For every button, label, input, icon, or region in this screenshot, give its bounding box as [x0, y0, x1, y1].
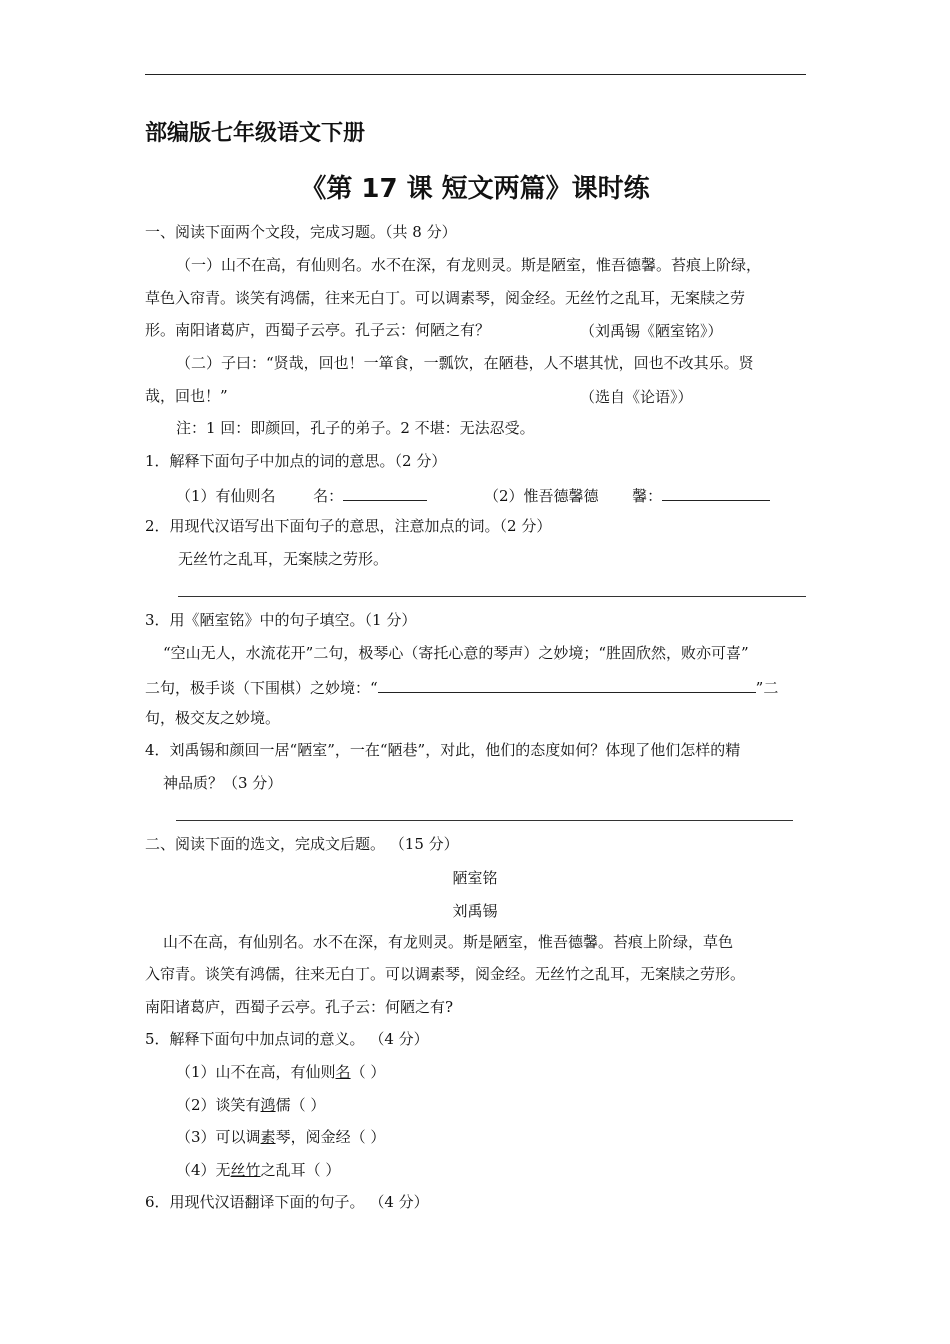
question-4-line1: 4．刘禹锡和颜回一居“陋室”，一在“陋巷”，对此，他们的态度如何？体现了他们怎样的精	[145, 741, 741, 759]
question-2-sentence: 无丝竹之乱耳，无案牍之劳形。	[178, 550, 389, 568]
section2-text-line3: 南阳诸葛庐，西蜀子云亭。孔子云：何陋之有?	[145, 998, 454, 1016]
question-2: 2．用现代汉语写出下面句子的意思，注意加点的词。（2 分）	[145, 517, 552, 535]
section2-text-line2: 入帘青。谈笑有鸿儒，往来无白丁。可以调素琴，阅金经。无丝竹之乱耳，无案牍之劳形。	[145, 965, 746, 983]
footnote: 注：1 回：即颜回，孔子的弟子。2 不堪：无法忍受。	[176, 419, 535, 437]
question-3-line2	[145, 676, 778, 698]
q1b-answer-blank[interactable]	[662, 484, 770, 501]
question-1: 1．解释下面句子中加点的词的意思。（2 分）	[145, 452, 447, 470]
q3-answer-blank[interactable]	[378, 676, 756, 693]
q5-item-4	[176, 1160, 340, 1180]
q2-answer-line[interactable]	[178, 596, 806, 597]
q5-item-3-text: （3）可以调	[176, 1128, 261, 1146]
q3-line2-end: ”二	[755, 679, 779, 697]
q5-item-4-answer[interactable]: 之乱耳（ ）	[260, 1161, 341, 1179]
top-rule	[145, 74, 806, 75]
q5-item-2-key: 鸿	[260, 1096, 276, 1114]
q5-item-4-key: 丝竹	[230, 1161, 261, 1179]
q1a-answer-blank[interactable]	[343, 484, 427, 501]
poem-title: 陋室铭	[452, 869, 498, 887]
q1a-label: 名：	[313, 487, 344, 505]
q5-item-1	[176, 1062, 385, 1082]
q1b-label: 馨：	[632, 487, 663, 505]
q5-item-1-key: 名	[335, 1063, 351, 1081]
question-6: 6．用现代汉语翻译下面的句子。 （4 分）	[145, 1193, 429, 1211]
q5-item-2	[176, 1095, 325, 1115]
passage2-line2: 哉，回也！”	[145, 387, 228, 405]
q4-answer-line[interactable]	[176, 820, 793, 821]
q5-item-1-answer[interactable]: （ ）	[350, 1063, 386, 1081]
q3-line2-start: 二句，极手谈（下围棋）之妙境：“	[145, 679, 378, 697]
lesson-title: 《第 17 课 短文两篇》课时练	[300, 174, 650, 204]
q1b-text: （2）惟吾德馨德	[484, 487, 599, 505]
passage1-line3: 形。南阳诸葛庐，西蜀子云亭。孔子云：何陋之有？	[145, 321, 491, 339]
question-1-item-b	[484, 484, 770, 506]
q5-item-3-answer[interactable]: 琴，阅金经（ ）	[275, 1128, 386, 1146]
section2-heading: 二、阅读下面的选文，完成文后题。 （15 分）	[145, 835, 459, 853]
question-3: 3．用《陋室铭》中的句子填空。（1 分）	[145, 611, 417, 629]
q5-item-1-text: （1）山不在高，有仙则	[176, 1063, 336, 1081]
q5-item-4-text: （4）无	[176, 1161, 231, 1179]
q5-item-2-answer[interactable]: 儒（ ）	[275, 1096, 326, 1114]
section2-text-line1: 山不在高，有仙别名。水不在深，有龙则灵。斯是陋室，惟吾德馨。苔痕上阶绿，草色	[163, 933, 734, 951]
passage1-line2: 草色入帘青。谈笑有鸿儒，往来无白丁。可以调素琴，阅金经。无丝竹之乱耳，无案牍之劳	[145, 289, 746, 307]
page-title: 部编版七年级语文下册	[145, 121, 366, 146]
passage2-source: （选自《论语》）	[580, 388, 693, 406]
question-3-line3: 句，极交友之妙境。	[145, 709, 281, 727]
question-1-item-a	[176, 484, 427, 506]
question-3-line1: “空山无人，水流花开”二句，极琴心（寄托心意的琴声）之妙境；“胜固欣然，败亦可喜”	[163, 644, 749, 662]
question-4-line2: 神品质？（3 分）	[163, 774, 283, 792]
q5-item-2-text: （2）谈笑有	[176, 1096, 261, 1114]
passage1-line1: （一）山不在高，有仙则名。水不在深，有龙则灵。斯是陋室，惟吾德馨。苔痕上阶绿，	[176, 256, 762, 274]
q5-item-3	[176, 1127, 385, 1147]
section1-heading: 一、阅读下面两个文段，完成习题。（共 8 分）	[145, 223, 457, 241]
question-5: 5．解释下面句中加点词的意义。 （4 分）	[145, 1030, 429, 1048]
passage1-source: （刘禹锡《陋室铭》）	[580, 322, 723, 340]
q1a-text: （1）有仙则名	[176, 487, 276, 505]
q5-item-3-key: 素	[260, 1128, 276, 1146]
poem-author: 刘禹锡	[452, 902, 498, 920]
passage2-line1: （二）子曰：“贤哉，回也！一箪食，一瓢饮，在陋巷，人不堪其忧，回也不改其乐。贤	[176, 354, 754, 372]
